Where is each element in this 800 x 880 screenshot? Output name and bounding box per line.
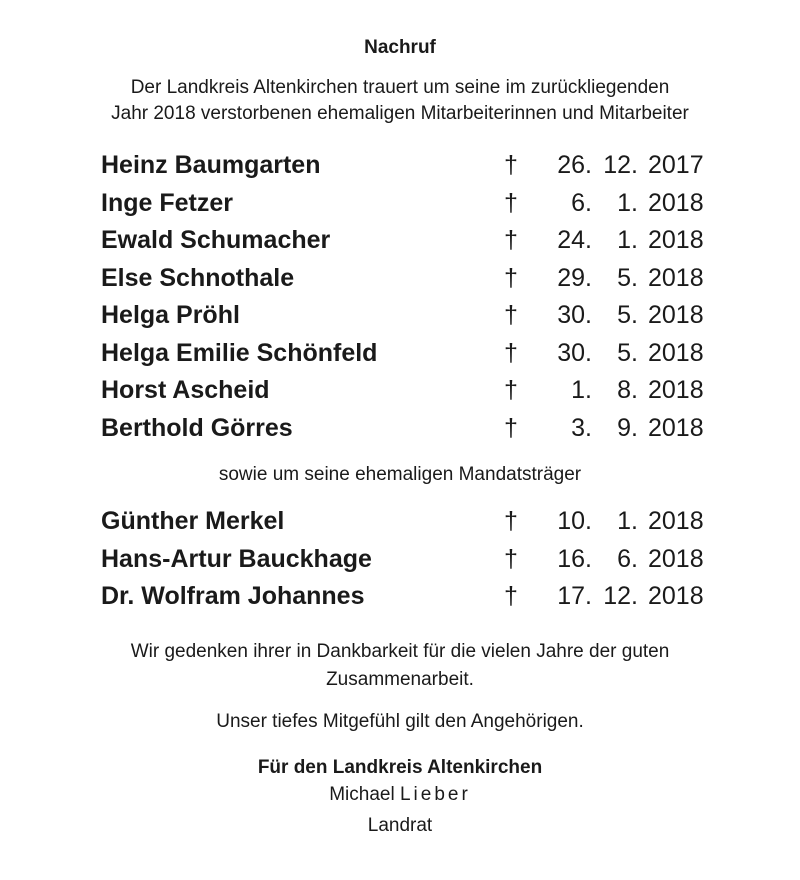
signature-organization: Für den Landkreis Altenkirchen (257, 757, 543, 778)
death-month: 5. (617, 338, 638, 367)
deceased-name: Hans-Artur Bauckhage (101, 544, 372, 573)
death-day: 17. (557, 582, 592, 610)
cross-symbol: † (504, 263, 518, 292)
signature-first-name: Michael (329, 784, 395, 805)
death-month: 5. (617, 301, 638, 329)
death-month: 12. (603, 151, 638, 179)
death-year: 2018 (648, 338, 704, 367)
death-month: 5. (617, 263, 638, 292)
death-year: 2018 (648, 413, 704, 442)
death-year: 2018 (648, 263, 704, 292)
signature-last-name: Lieber (399, 784, 471, 805)
death-year: 2018 (648, 226, 704, 254)
sympathy-text: Unser tiefes Mitgefühl gilt den Angehörigen. (216, 711, 584, 732)
death-day: 3. (571, 413, 592, 442)
deceased-name: Horst Ascheid (101, 376, 270, 404)
death-day: 6. (571, 188, 592, 217)
closing-text (0, 638, 800, 694)
closing-line-1: Wir gedenken ihrer in Dankbarkeit für die vielen Jahre der guten (130, 641, 670, 662)
death-month: 8. (617, 376, 638, 404)
cross-symbol: † (504, 507, 518, 535)
death-year: 2018 (648, 301, 704, 329)
cross-symbol: † (504, 301, 518, 329)
death-day: 29. (557, 263, 592, 292)
cross-symbol: † (504, 413, 518, 442)
death-month: 12. (603, 582, 638, 610)
signature-role: Landrat (367, 815, 433, 836)
deceased-entry (0, 542, 800, 576)
death-month: 6. (617, 544, 638, 573)
intro-line-1: Der Landkreis Altenkirchen trauert um seine im zurückliegenden (130, 77, 670, 98)
deceased-name: Inge Fetzer (101, 188, 233, 217)
closing-line-2: Zusammenarbeit. (326, 669, 474, 690)
death-day: 24. (557, 226, 592, 254)
death-year: 2018 (648, 544, 704, 573)
death-day: 1. (571, 376, 592, 404)
cross-symbol: † (504, 188, 518, 217)
intro-line-2: Jahr 2018 verstorbenen ehemaligen Mitarbeiterinnen und Mitarbeiter (111, 103, 689, 124)
deceased-name: Helga Emilie Schönfeld (101, 338, 378, 367)
deceased-name: Dr. Wolfram Johannes (101, 582, 365, 610)
deceased-entry (0, 148, 800, 182)
death-day: 10. (557, 507, 592, 535)
death-month: 9. (617, 413, 638, 442)
death-year: 2017 (648, 151, 704, 179)
deceased-entry (0, 504, 800, 538)
cross-symbol: † (504, 151, 518, 179)
death-month: 1. (617, 507, 638, 535)
cross-symbol: † (504, 544, 518, 573)
deceased-name: Berthold Görres (101, 413, 293, 442)
death-year: 2018 (648, 376, 704, 404)
death-day: 30. (557, 301, 592, 329)
intro-text (0, 75, 800, 127)
death-month: 1. (617, 188, 638, 217)
death-year: 2018 (648, 582, 704, 610)
deceased-name: Günther Merkel (101, 507, 285, 535)
deceased-name: Helga Pröhl (101, 301, 240, 329)
deceased-name: Heinz Baumgarten (101, 151, 321, 179)
deceased-entry (0, 336, 800, 370)
deceased-entry (0, 223, 800, 257)
death-day: 26. (557, 151, 592, 179)
cross-symbol: † (504, 582, 518, 610)
death-day: 16. (557, 544, 592, 573)
mandate-intro: sowie um seine ehemaligen Mandatsträger (218, 464, 582, 485)
death-day: 30. (557, 338, 592, 367)
deceased-entry (0, 373, 800, 407)
deceased-entry (0, 298, 800, 332)
death-year: 2018 (648, 188, 704, 217)
deceased-name: Ewald Schumacher (101, 226, 331, 254)
deceased-entry (0, 261, 800, 295)
deceased-entry (0, 579, 800, 613)
cross-symbol: † (504, 376, 518, 404)
death-year: 2018 (648, 507, 704, 535)
deceased-entry (0, 411, 800, 445)
cross-symbol: † (504, 338, 518, 367)
deceased-name: Else Schnothale (101, 263, 295, 292)
signature-name (0, 782, 800, 808)
notice-title: Nachruf (364, 37, 436, 58)
cross-symbol: † (504, 226, 518, 254)
deceased-entry (0, 186, 800, 220)
death-month: 1. (617, 226, 638, 254)
